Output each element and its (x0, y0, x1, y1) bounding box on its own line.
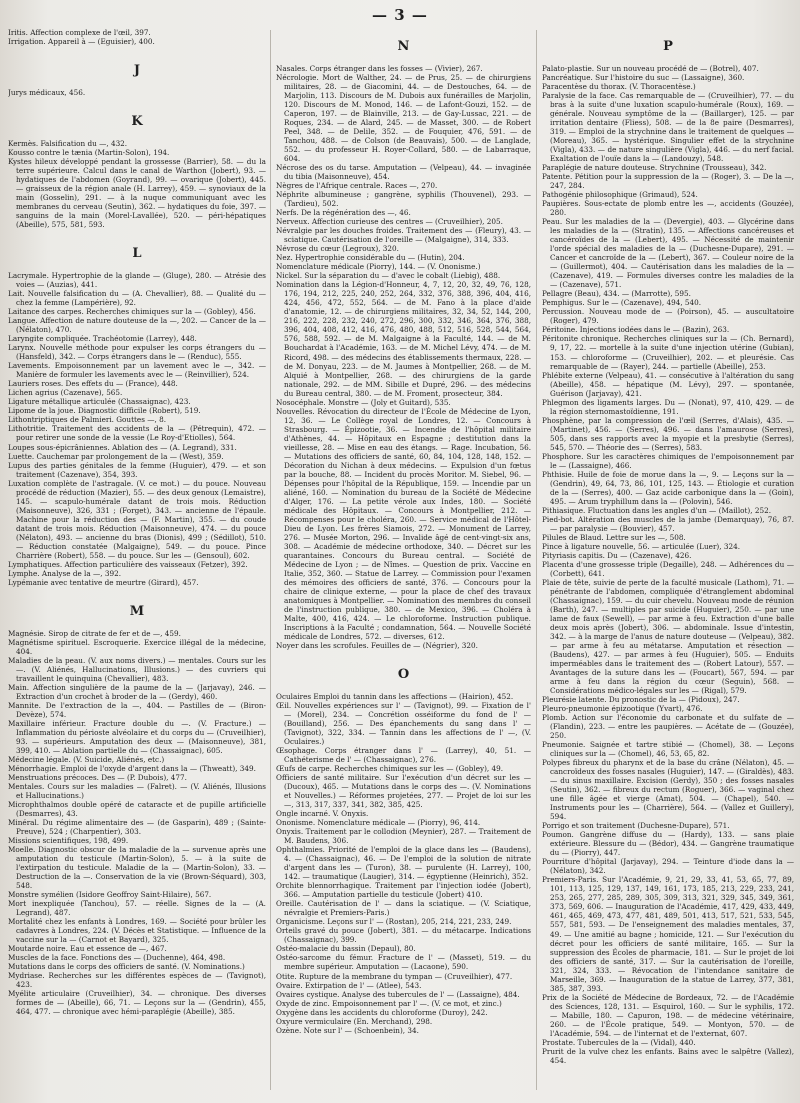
index-entry: Ovaires cystique. Analyse des tubercules de l' — (Lassaigne), 484. (276, 989, 520, 999)
index-entry: Ozène. Note sur l' — (Schoenbein), 34. (276, 1025, 419, 1035)
index-entry: Luette. Cauchemar par prolongement de la — (West), 359. (8, 451, 224, 461)
index-entry: Paraplégie de nature douteuse. Strychnine (Trousseau), 342. (542, 163, 767, 173)
index-entry: Orchite blennorrhagique. Traitement par l'injection iodée (Jobert), 366. — Amputation partielle du testicule (Jobert) 410. (276, 881, 531, 900)
index-entry: Peau. Sur les maladies de la — (Devergie), 403. — Glycérine dans les maladies de la — (Stratin), 135. — Affections cancéreuses et cancéroïdes de la — (Lebert), 495. — Nécessité de maintenir l'orde spécial des maladies de la — (Duchesne-Dupare), 291. — Cancer et cancroïde de la — (Lebert), 367. — Couleur noire de la — (Guillermot), 404. — Cautérisation dans les maladies de la — (Cazenave), 419. — Formules diverses contre les maladies de la — (Cazenave), 571. (542, 217, 794, 290)
index-entry: Œsophage. Corps étranger dans l' — (Larrey), 40, 51. — Cathéterisme de l' — (Chassaignac), 276. (276, 746, 531, 765)
index-entry: Phosphore. Sur les caractères chimiques de l'empoisonnement par le — (Lassaigne), 466. (542, 451, 794, 470)
index-column-2 (276, 28, 531, 1096)
index-entry: Prurit de la vulve chez les enfants. Bains avec le salpêtre (Vallez), 454. (542, 1046, 794, 1065)
index-entry: Monstre symélien (Isidore Geoffroy Saint-Hilaire), 567. (8, 890, 212, 900)
index-entry: Muscles de la face. Fonctions des — (Duchenne), 464, 498. (8, 953, 226, 963)
index-entry: Œufs de carpe. Recherches chimiques sur les — (Gobley), 49. (276, 764, 504, 774)
index-entry: Orteils gravé du pouce (Jobert), 381. — du métacarpe. Indications (Chassaignac), 399. (276, 926, 531, 945)
index-entry: Organicisme. Leçons sur l' — (Rostan), 205, 214, 221, 233, 249. (276, 917, 512, 927)
index-entry: Lait. Nouvelle falsification du — (A. Chevallier), 88. — Qualité du — chez la femme (Lampérière), 92. (8, 289, 266, 308)
index-entry: Iritis. Affection complexe de l'œil, 397. (8, 28, 151, 37)
index-entry: Lupus des parties génitales de la femme (Huguier), 479. — et son traitement (Cazenave), 354, 393. (8, 460, 266, 479)
index-entry: Mort inexpliquée (Tanchou), 57. — réelle. Signes de la — (A. Legrand), 487. (8, 899, 266, 918)
column-divider (536, 30, 537, 1090)
index-entry: Ononisme. Nomenclature médicale — (Piorry), 96, 414. (276, 818, 481, 828)
section-letter: N (397, 39, 410, 54)
index-entry: Menstruations précoces. Des — (P. Dubois), 477. (8, 773, 187, 782)
index-entry: Pathogénie philosophique (Grimaud), 524. (542, 190, 698, 200)
index-entry: Percussion. Nouveau mode de — (Poirson), 45. — auscultatoire (Roger), 479. (542, 307, 794, 326)
index-entry: Lymphatiques. Affection particulière des vaisseaux (Fetzer), 392. (8, 559, 248, 569)
index-entry: Péritonite chronique. Recherches cliniques sur la — (Ch. Bernard), 9, 17, 22. — mortelle à la suite d'une injection utérine (Gubian), 153. — chloroforme — (Cruveilhier), 202. — et pleurésie. Cas remarquable de — (Rayer), 244. — partielle (Abeille), 253. (542, 334, 794, 371)
page-number: — 3 — (372, 6, 428, 24)
index-entry: Lithotritie. Traitement des accidents de la — (Pétrequin), 472. — pour retirer une sonde de la vessie (Le Roy-d'Etiolles), 564. (8, 424, 266, 443)
index-entry: Pilules de Blaud. Lettre sur les —, 508. (542, 532, 686, 542)
index-entry: Nasales. Corps étranger dans les fosses — (Vivier), 267. (276, 64, 483, 73)
index-entry: Nez. Hypertrophie considérable du — (Hutin), 204. (276, 253, 465, 263)
index-entry: Mannite. De l'extraction de la —, 404. — Pastilles de — (Biron-Devèze), 574. (8, 700, 266, 719)
index-entry: Placenta d'une grossesse triple (Degaille), 248. — Adhérences du — (Corbett), 641. (542, 559, 794, 578)
index-entry: Ostéo-malacie du bassin (Depaul), 80. (276, 944, 416, 954)
index-entry: Missions scientifiques, 198, 499. (8, 836, 129, 846)
index-entry: Onyxis. Traitement par le collodion (Meynier), 287. — Traitement de M. Baudens, 306. (276, 827, 531, 846)
column-divider (270, 30, 271, 1090)
section-letter: O (397, 667, 410, 683)
index-entry: Pithiasique. Fluctuation dans les angles d'un — (Maillot), 252. (542, 505, 772, 515)
index-entry: Patente. Pétition pour la suppression de la — (Roger), 3. — De la —, 247, 284. (542, 172, 794, 191)
index-entry: Premiers-Paris. Sur l'Académie, 9, 21, 29, 33, 41, 53, 65, 77, 89, 101, 113, 125, 129, 137, 149, 161, 173, 185, 213, 229, 233, 241, 253, 265, 277, 285, 289, 305, 309, 313, 321, 329, 345, 349, 361, 373, 569, 606. — Inauguration de l'Académie, 417, 429, 433, 449, 461, 465, 469, 473, 477, 481, 489, 501, 413, 517, 521, 533, 545, 557, 581, 593. — De l'enseignement des maladies mentales, 37, 49. — Une amitié au bagne ; homicide, 121. — Sur l'exécution du décret pour les officiers de santé militaire, 165. — Sur la suppression des Écoles de pharmacie, 181. — Sur le projet de loi des officiers de santé, 317. — Sur la cautérisation de l'oreille, 321, 324, 333. — Révocation de l'intendance sanitaire de Marseille, 369. — Inauguration de la statue de Larrey, 377, 381, 385, 387, 393. (542, 875, 794, 993)
index-entry: Main. Affection singulière de la paume de la — (Jarjavay), 246. — Extraction d'un crochet à broder de la — (Gerdy), 460. (8, 682, 266, 701)
index-entry: Lithontriptiques de Palmieri. Gouttes —, 8. (8, 415, 166, 425)
index-entry: Médecine légale. (V. Suicide, Aliénés, etc.) (8, 754, 165, 764)
index-entry: Lichen agrius (Cazenave), 565. (8, 388, 123, 398)
index-entry: Paralysie de la face. Cas remarquable de — (Cruveilhier), 77. — du bras à la suite d'une luxation scapulo-humérale (Roux), 169. — générale. Nouveau symptôme de la — (Baillarger), 125. — par irritation dentaire (Fliess), 508. — de la 8e paire (Desmarres), 319. — Emploi de la strychnine dans le traitement de quelques — (Moreau), 365. — hystérique. Singulier effet de la strychnine (Vigla), 433. — de nature singulière (Vigla), 446. — du nerf facial. Exaltation de l'ouïe dans la — (Landouzy), 548. (542, 91, 794, 164)
index-entry: Névralgie par les douches froides. Traitement des — (Fleury), 43. — sciatique. Cautérisation de l'oreille — (Malgaigne), 314, 333. (276, 226, 531, 245)
index-entry: Pancréatique. Sur l'histoire du suc — (Lassaigne), 360. (542, 73, 745, 83)
index-entry: Prostate. Tubercules de la — (Vidal), 440. (542, 1037, 696, 1047)
index-entry: Magnétisme spirituel. Escroquerie. Exercice illégal de la médecine, 404. (8, 637, 266, 656)
section-letter: J (133, 63, 141, 79)
index-entry: Kousso contre le tænia (Martin-Solon), 194. (8, 148, 170, 158)
index-entry: Larynx. Nouvelle méthode pour expulser les corps étrangers du — (Hansfeld), 342. — Corps étrangers dans le — (Renduc), 555. (8, 343, 266, 362)
index-entry: Microphthalmos double opéré de cataracte et de pupille artificielle (Desmarres), 43. (8, 800, 266, 819)
index-entry: Oreille. Cautérisation de l' — dans la sciatique. — (V. Sciatique, névralgie et Premiers-Paris.) (276, 899, 531, 918)
index-entry: Lymphe. Analyse de la —, 392. (8, 568, 122, 578)
index-entry: Ménorrhagie. Emploi de l'oxyde d'argent dans la — (Thweatt), 349. (8, 763, 256, 773)
index-entry: Nickel. Sur la séparation du — d'avec le cobalt (Liebig), 488. (276, 271, 501, 281)
index-entry: Lypémanie avec tentative de meurtre (Girard), 457. (8, 577, 199, 587)
index-entry: Noyer dans les scrofules. Feuilles de — (Négrier), 320. (276, 641, 478, 650)
section-letter: L (132, 246, 142, 262)
section-letter: M (129, 603, 145, 619)
index-entry: Langue. Affection de nature douteuse de la —, 202. — Cancer de la — (Nélaton), 470. (8, 316, 266, 335)
index-entry: Névrose du cœur (Legroux), 320. (276, 244, 399, 254)
index-entry: Moutarde noire. Eau et essence de —, 467. (8, 944, 167, 954)
index-entry: Pince à ligature nouvelle, 56. — articulée (Luer), 324. (542, 541, 741, 551)
index-entry: Nécrologie. Mort de Walther, 24. — de Prus, 25. — de chirurgiens militaires, 28. — de Giacomini, 44. — de Destouches, 64. — de Marjolin, 113. Discours de M. Dubois aux funérailles de Marjolin, 120. Discours de M. Monod, 146. — de Lafont-Gouzi, 152. — de Caperon, 197. — de Blainville, 213. — de Gay-Lussac, 221. — de Roques, 234. — de Alard, 245. — de Masset, 300. — de Robert Peel, 348. — de Delile, 352. — de Fouquier, 476, 591. — de Tanchou, 488. — de Colson (de Beauvais), 500. — de Langlade, 552. — du professeur H. Royer-Collard, 580. — de Labarraque, 604. (276, 73, 531, 164)
index-column-3 (542, 28, 794, 1096)
index-entry: Oxyde de zinc. Empoisonnement par l' —. (V. ce mot, et zinc.) (276, 998, 502, 1008)
section-letter: P (663, 39, 673, 54)
index-entry: Pleurésie latente. Du pronostic de la — (Pidoux), 247. (542, 695, 740, 705)
index-entry: Laitance des carpes. Recherches chimiques sur la — (Gobley), 456. (8, 307, 256, 317)
index-entry: Nouvelles. Révocation du directeur de l'École de Médecine de Lyon, 12, 36. — Le Collège royal de Londres, 12. — Concours à Strasbourg. — Épizootie, 36. — Incendie de l'hôpital militaire d'Athènes, 44. — Hôpitaux en Espagne ; destitution dans la vieillesse, 28. — Mise en eau des étangs. — Rage. Incubation, 56. — Mutations des officiers de santé, 60, 84, 104, 128, 148, 152. — Décoration du Nichan à deux médecins. — Expulsion d'un fœtus par la bouche, 88. — Incident du procès Moritor. M. Siebel, 96. — Dépenses pour l'hôpital de la République, 159. — Incendie par un aliéné, 160. — Nomination du bureau de la Société de Médecine d'Alger, 176. — La petite vérole aux Indes, 180. — Société médicale des Hôpitaux. — Concours à Montpellier, 212. — Récompenses pour le choléra, 260. — Service médical de l'Hôtel-Dieu de Lyon. Les frères Siamois, 272. — Monument de Larrey, 276. — Musée Morton, 296. — Invalide âgé de cent-vingt-six ans, 308. — Académie de médecine orthodoxe, 340. — Décret sur les quarantaines. Concours du Bureau central. — Société de Médecine de Lyon ; — de Nîmes. — Question de prix. Vaccine en Italie, 352, 360. — Statue de Larrey. — Commission pour l'examen des mémoires des officiers de santé, 376. — Concours pour la chaire de clinique externe, — pour la place de chef des travaux anatomiques à Montpellier. — Nomination des membres du conseil de l'instruction publique, 380. — de Mexico, 396. — Choléra à Malte, 400, 416, 424. — Le chloroforme. Instruction publique. Inscriptions à la Faculté ; condamnation, 564. — Nouvelle Société médicale de Londres, 572. — diverses, 612. (276, 406, 531, 641)
index-entry: Porrigo et son traitement (Duchesne-Dupare), 571. (542, 821, 730, 831)
index-entry: Ovaire. Extirpation de l' — (Atlee), 543. (276, 980, 422, 990)
index-entry: Phlébite externe (Velpeau), 41. — consécutive à l'altération du sang (Abeille), 458. — hépatique (M. Lévy), 297. — spontanée, Guérison (Jarjavay), 421. (542, 370, 794, 398)
index-entry: Irrigation. Appareil à — (Eguisier), 400. (8, 37, 155, 47)
index-entry: Maxillaire inférieur. Fracture double du —. (V. Fracture.) — Inflammation du périoste alvéolaire et du corps du — (Cruveilhier), 93. — supérieurs. Amputation des deux — (Maisonneuve), 381, 399, 410. — Ablation partielle du — (Chassaignac), 605. (8, 718, 266, 755)
index-entry: Pityriasis capitis. Du — (Cazenave), 426. (542, 550, 692, 560)
index-entry: Plomb. Action sur l'économie du carbonate et du sulfate de — (Flandin), 223. — entre les paupières. — Acétate de — (Gouzée), 250. (542, 713, 794, 741)
index-entry: Kystes hileux développé pendant la grossesse (Barrier), 58. — du la terre supérieure. Calcul dans le canal de Warthon (Jobert), 93. — hydatiques de l'abdomen (Goyrand), 99. — ovarique (Jobert), 445. — graisseux de la région anale (H. Larrey), 459. — synoviaux de la main (Gosselin), 291. — à la nuque communiquant avec les membranes du cerveau (Seutin), 362. — hydatiques du foie, 397. — sanguins de la main (Morel-Lavallée), 520. — péri-hépatiques (Abeille), 575, 581, 593. (8, 157, 266, 230)
index-entry: Oxyure vermiculaire (En. Merchand), 298. (276, 1016, 433, 1026)
index-entry: Minéral. Du régime alimentaire des — (de Gasparin), 489 ; (Sainte-Preuve), 524 ; (Charpentier), 303. (8, 818, 266, 837)
index-entry: Pourriture d'hôpital (Jarjavay), 294. — Teinture d'iode dans la — (Nélaton), 342. (542, 857, 794, 876)
index-entry: Prix de la Société de Médecine de Bordeaux, 72. — de l'Académie des Sciences, 128, 131. — Esquirol, 160. — Sur le syphilis, 172. — Mabille, 180. — Capuron, 198. — de médecine vétérinaire, 260. — de l'École pratique, 549. — Montyon, 570. — de l'Académie, 594. — de l'internat et de l'externat, 607. (542, 992, 794, 1038)
index-entry: Néphrite albumineuse ; gangrène, syphilis (Thouvenel), 293. — (Tardieu), 502. (276, 190, 531, 209)
index-entry: Phthisie. Huile de foie de morue dans la —, 9. — Leçons sur la — (Gendrin), 49, 64, 73, 86, 101, 125, 143. — Étiologie et curation de la — (Serres), 400. — Gaz acide carbonique dans la — (Goin), 495. — Arum tryphillum dans la — (Polovin), 546. (542, 469, 794, 506)
index-entry: Pemphigus. Sur le — (Cazenave), 494, 540. (542, 298, 702, 308)
index-entry: Otite. Rupture de la membrane du tympan — (Cruveilhier), 477. (276, 971, 513, 981)
index-entry: Pneumonie. Saignée et tartre stibié — (Chomel), 38. — Leçons cliniques sur la — (Chomel), 46, 53, 65, 82. (542, 740, 794, 759)
index-entry: Phosphène, par la compression de l'œil (Serres, d'Alais), 435. — (Martinet), 456. — (Serres), 496. — dans l'amaurose (Serres), 505, dans ses rapports avec la myopie et la presbytie (Serres), 545, 570. — Théorie des — (Serres), 583. (542, 415, 794, 452)
index-entry: Maladies de la peau. (V. aux noms divers.) — mentales. Cours sur les —. (V. Aliénés, Hallucinations, Illusions.) — des cuvriers qui travaillent le quinquina (Chevallier), 483. (8, 655, 266, 683)
index-entry: Nomenclature médicale (Piorry), 144. — (V. Ononisme.) (276, 262, 481, 272)
index-entry: Moelle. Diagnostic obscur de la maladie de la — survenue après une amputation du testicule (Martin-Solon), 5. — à la suite de l'extirpation du testicule. Maladie de la — (Martin-Solon), 33. — Destruction de la —. Conservation de la vie (Brown-Séquard), 303, 548. (8, 845, 266, 891)
index-entry: Mydriase. Recherches sur les différentes espèces de — (Tavignot), 423. (8, 971, 266, 990)
index-entry: Jurys médicaux, 456. (8, 88, 86, 98)
index-entry: Ostéo-sarcome du fémur. Fracture de l' — (Masset), 519. — du membre supérieur. Amputation — (Lacaone), 590. (276, 953, 531, 972)
index-entry: Nerveux. Affection curieuse des centres — (Cruveilhier), 205. (276, 217, 503, 227)
index-entry: Lacrymale. Hypertrophie de la glande — (Gluge), 280. — Atrésie des voies — (Auzias), 441. (8, 271, 266, 290)
index-entry: Oculaires Emploi du tannin dans les affections — (Hairion), 452. (276, 692, 514, 702)
index-entry: Poumon. Gangrène diffuse du — (Hardy), 133. — sans plaie extérieure. Blessure du — (Bédor), 434. — Gangrène traumatique du — (Piorry), 447. (542, 830, 794, 858)
index-entry: Laryngite compliquée. Trachéotomie (Larrey), 448. (8, 334, 197, 344)
index-entry: Magnésie. Sirop de citrate de fer et de —, 459. (8, 628, 181, 638)
index-entry: Oxygène dans les accidents du chloroforme (Duroy), 242. (276, 1007, 488, 1017)
index-entry: Ophthalmies. Priorité de l'emploi de la glace dans les — (Baudens), 4. — (Chassaignac), 46. — De l'emploi de la solution de nitrate d'argent dans les — (Turon), 38. — purulente (H. Larrey), 100, 142. — traumatique (Laugier), 314. — égyptienne (Heinrich), 352. (276, 845, 531, 882)
index-entry: Lipome de la joue. Diagnostic difficile (Robert), 519. (8, 406, 201, 416)
index-entry: Luxation complète de l'astragale. (V. ce mot.) — du pouce. Nouveau procédé de réduction (Mazier), 55. — des deux genoux (Lemaistre), 145. — scapulo-humérale datant de trois mois. Réduction (Maisonneuve), 326, 331 ; (Forget), 343. — ancienne de l'épaule. Machine pour la réduction des — (F. Martin), 355. — du coude datant de trois mois. Réduction (Maisonneuve), 474. — du pouce (Nélaton), 493. — ancienne du bras (Dionis), 499 ; (Sédillot), 510. — Réduction constatée (Malgaigne), 549. — du pouce. Pince Charrière (Robert), 558. — du pouce. Sur les — (Gensoul), 602. (8, 478, 266, 560)
index-entry: Paracentèse du thorax. (V. Thoracentèse.) (542, 82, 696, 92)
index-entry: Nosocéphale. Monstre — (Joly et Guitard), 535. (276, 397, 451, 407)
index-entry: Phlegmon des ligaments larges. Du — (Nonat), 97, 410, 429. — de la région sternomastoïdienne, 191. (542, 397, 794, 416)
index-entry: Paupières. Sous-ectate de plomb entre les —, accidents (Gouzée), 280. (542, 199, 794, 218)
index-entry: Nègres de l'Afrique centrale. Races —, 270. (276, 181, 438, 191)
index-entry: Péritoine. Injections iodées dans le — (Bazin), 263. (542, 325, 730, 335)
index-entry: Loupes sous-épicrâniennes. Ablation des — (A. Legrand), 331. (8, 442, 237, 452)
index-entry: Œil. Nouvelles expériences sur l' — (Tavignot), 99. — Fixation de l' — (Morel), 234. — Concrétion osséiforme du fond de l' — (Bouilland), 256. — Des épanchements du sang dans l' — (Tavignot), 322, 334. — Tannin dans les affections de l' —, (V. Oculaires.) (276, 701, 531, 747)
index-entry: Lavements. Empoisonnement par un lavement avec le —, 342. — Manière de formuler les lavements avec le — (Reinvillier), 524. (8, 361, 266, 380)
section-letter: K (131, 114, 143, 130)
index-entry: Kermès. Falsification du —, 432. (8, 139, 128, 149)
index-entry: Ligature métallique articulée (Chassaignac), 423. (8, 397, 191, 407)
index-entry: Officiers de santé militaire. Sur l'exécution d'un décret sur les — (Ducoux), 465. — Mutations dans le corps des —. (V. Nominations et Nouvelles.) — Réformes projetées, 277. — Projet de loi sur les —, 313, 317, 337, 341, 382, 385, 425. (276, 773, 531, 810)
index-entry: Ongle incarné. V. Onyxis. (276, 809, 369, 819)
index-entry: Lauriers roses. Des effets du — (France), 448. (8, 379, 178, 389)
index-entry: Pellagre (Beau), 434. — (Marrotte), 595. (542, 289, 691, 299)
index-entry: Plaie de tête, suivie de perte de la faculté musicale (Lathom), 71. — pénétrante de l'abdomen, compliquée d'étranglement abdominal (Chassaignac), 159. — du cuir chevelu. Nouveau mode de réunion (Barth), 247. — multiples par suicide (Huguier), 250. — par une lame de faux (Sewell), — par arme à feu. Extraction d'une balle deux mois après (Jobert), 306. — abdominale. Issue d'intestin, 342. — à la marge de l'anus de nature douteuse — (Velpeau), 382. — par arme à feu au métatarse. Amputation et résection — (Baudens), 427. — par armes à feu (Huguier), 505. — Enduits imperméables dans le traitement des — (Robert Latour), 557. — Avantages de la suture dans les — (Foucart), 567, 594. — par arme à feu dans la région du cœur (Seguin), 568. — Considérations médico-légales sur les — (Rigal), 579. (542, 577, 794, 696)
index-column-1 (8, 28, 266, 1096)
index-entry: Nomination dans la Légion-d'Honneur, 4, 7, 12, 20, 32, 49, 76, 128, 176, 194, 212, 225, 240, 252, 264, 332, 376, 388, 396, 404, 416, 424, 456, 472, 552, 564. — de M. Fano à la place d'aide d'anatomie, 12. — de chirurgiens militaires, 32, 34, 52, 144, 200, 216, 222, 228, 232, 240, 272, 296, 300, 332, 346, 364, 376, 388, 396, 404, 408, 412, 416, 476, 480, 488, 512, 516, 528, 544, 564, 576, 588, 592. — de M. Malgaigne à la Faculté, 144. — de M. Bouchardat à l'Académie, 163. — de M. Michel Lévy, 474. — de M. Ricord, 498. — des médecins des établissements thermaux, 228. — de M. Donyau, 223. — de M. Jaumes à Montpellier, 268. — de M. Alquié à Montpellier, 268. — des chirurgiens de la garde nationale, 292. — de MM. Sibille et Dupré, 296. — des médecins du Bureau central, 380. — de M. Froment, prosecteur, 384. (276, 280, 531, 398)
index-entry: Pleuro-pneumonie épizootique (Yvart), 476. (542, 704, 703, 714)
index-entry: Mortalité chez les enfants à Londres, 169. — Société pour brûler les cadavres à Londres, 224. (V. Décès et Statistique. — Influence de la vaccine sur la — (Carnot et Bayard), 325. (8, 917, 266, 945)
index-entry: Polypes fibreux du pharynx et de la base du crâne (Nélaton), 45. — cancroïdeux des fosses nasales (Huguier), 147. — (Giraldès), 483. — du sinus maxillaire. Excision (Gerdy), 350 ; des fosses nasales (Seutin), 362. — fibreux du rectum (Roguer), 366. — vaginal chez une fille âgée et vierge (Amat), 504. — (Chapel), 540. — Instruments pour les — (Charrière), 564. — (Vallez et Guillery), 594. (542, 758, 794, 822)
index-entry: Palato-plastie. Sur un nouveau procédé de — (Botrel), 407. (542, 64, 759, 73)
index-entry: Pied-bot. Altération des muscles de la jambe (Demarquay), 76, 87. — par paralysie — (Bouvier), 457. (542, 514, 794, 533)
index-entry: Nécrose des os du tarse. Amputation — (Velpeau), 44. — invaginée du tibia (Maisonneuve), 454. (276, 163, 531, 182)
index-entry: Myélite articulaire (Cruveilhier), 34. — chronique. Des diverses formes de — (Abeille), 66, 71. — Leçons sur la — (Gendrin), 455, 464, 477. — chronique avec hémi-paraplégie (Abeille), 385. (8, 989, 266, 1017)
index-entry: Mentales. Cours sur les maladies — (Falret). — (V. Aliénés, Illusions et Hallucinations.) (8, 782, 266, 801)
index-entry: Mutations dans le corps des officiers de santé. (V. Nominations.) (8, 962, 245, 972)
index-entry: Nerfs. De la régénération des —, 46. (276, 208, 411, 218)
